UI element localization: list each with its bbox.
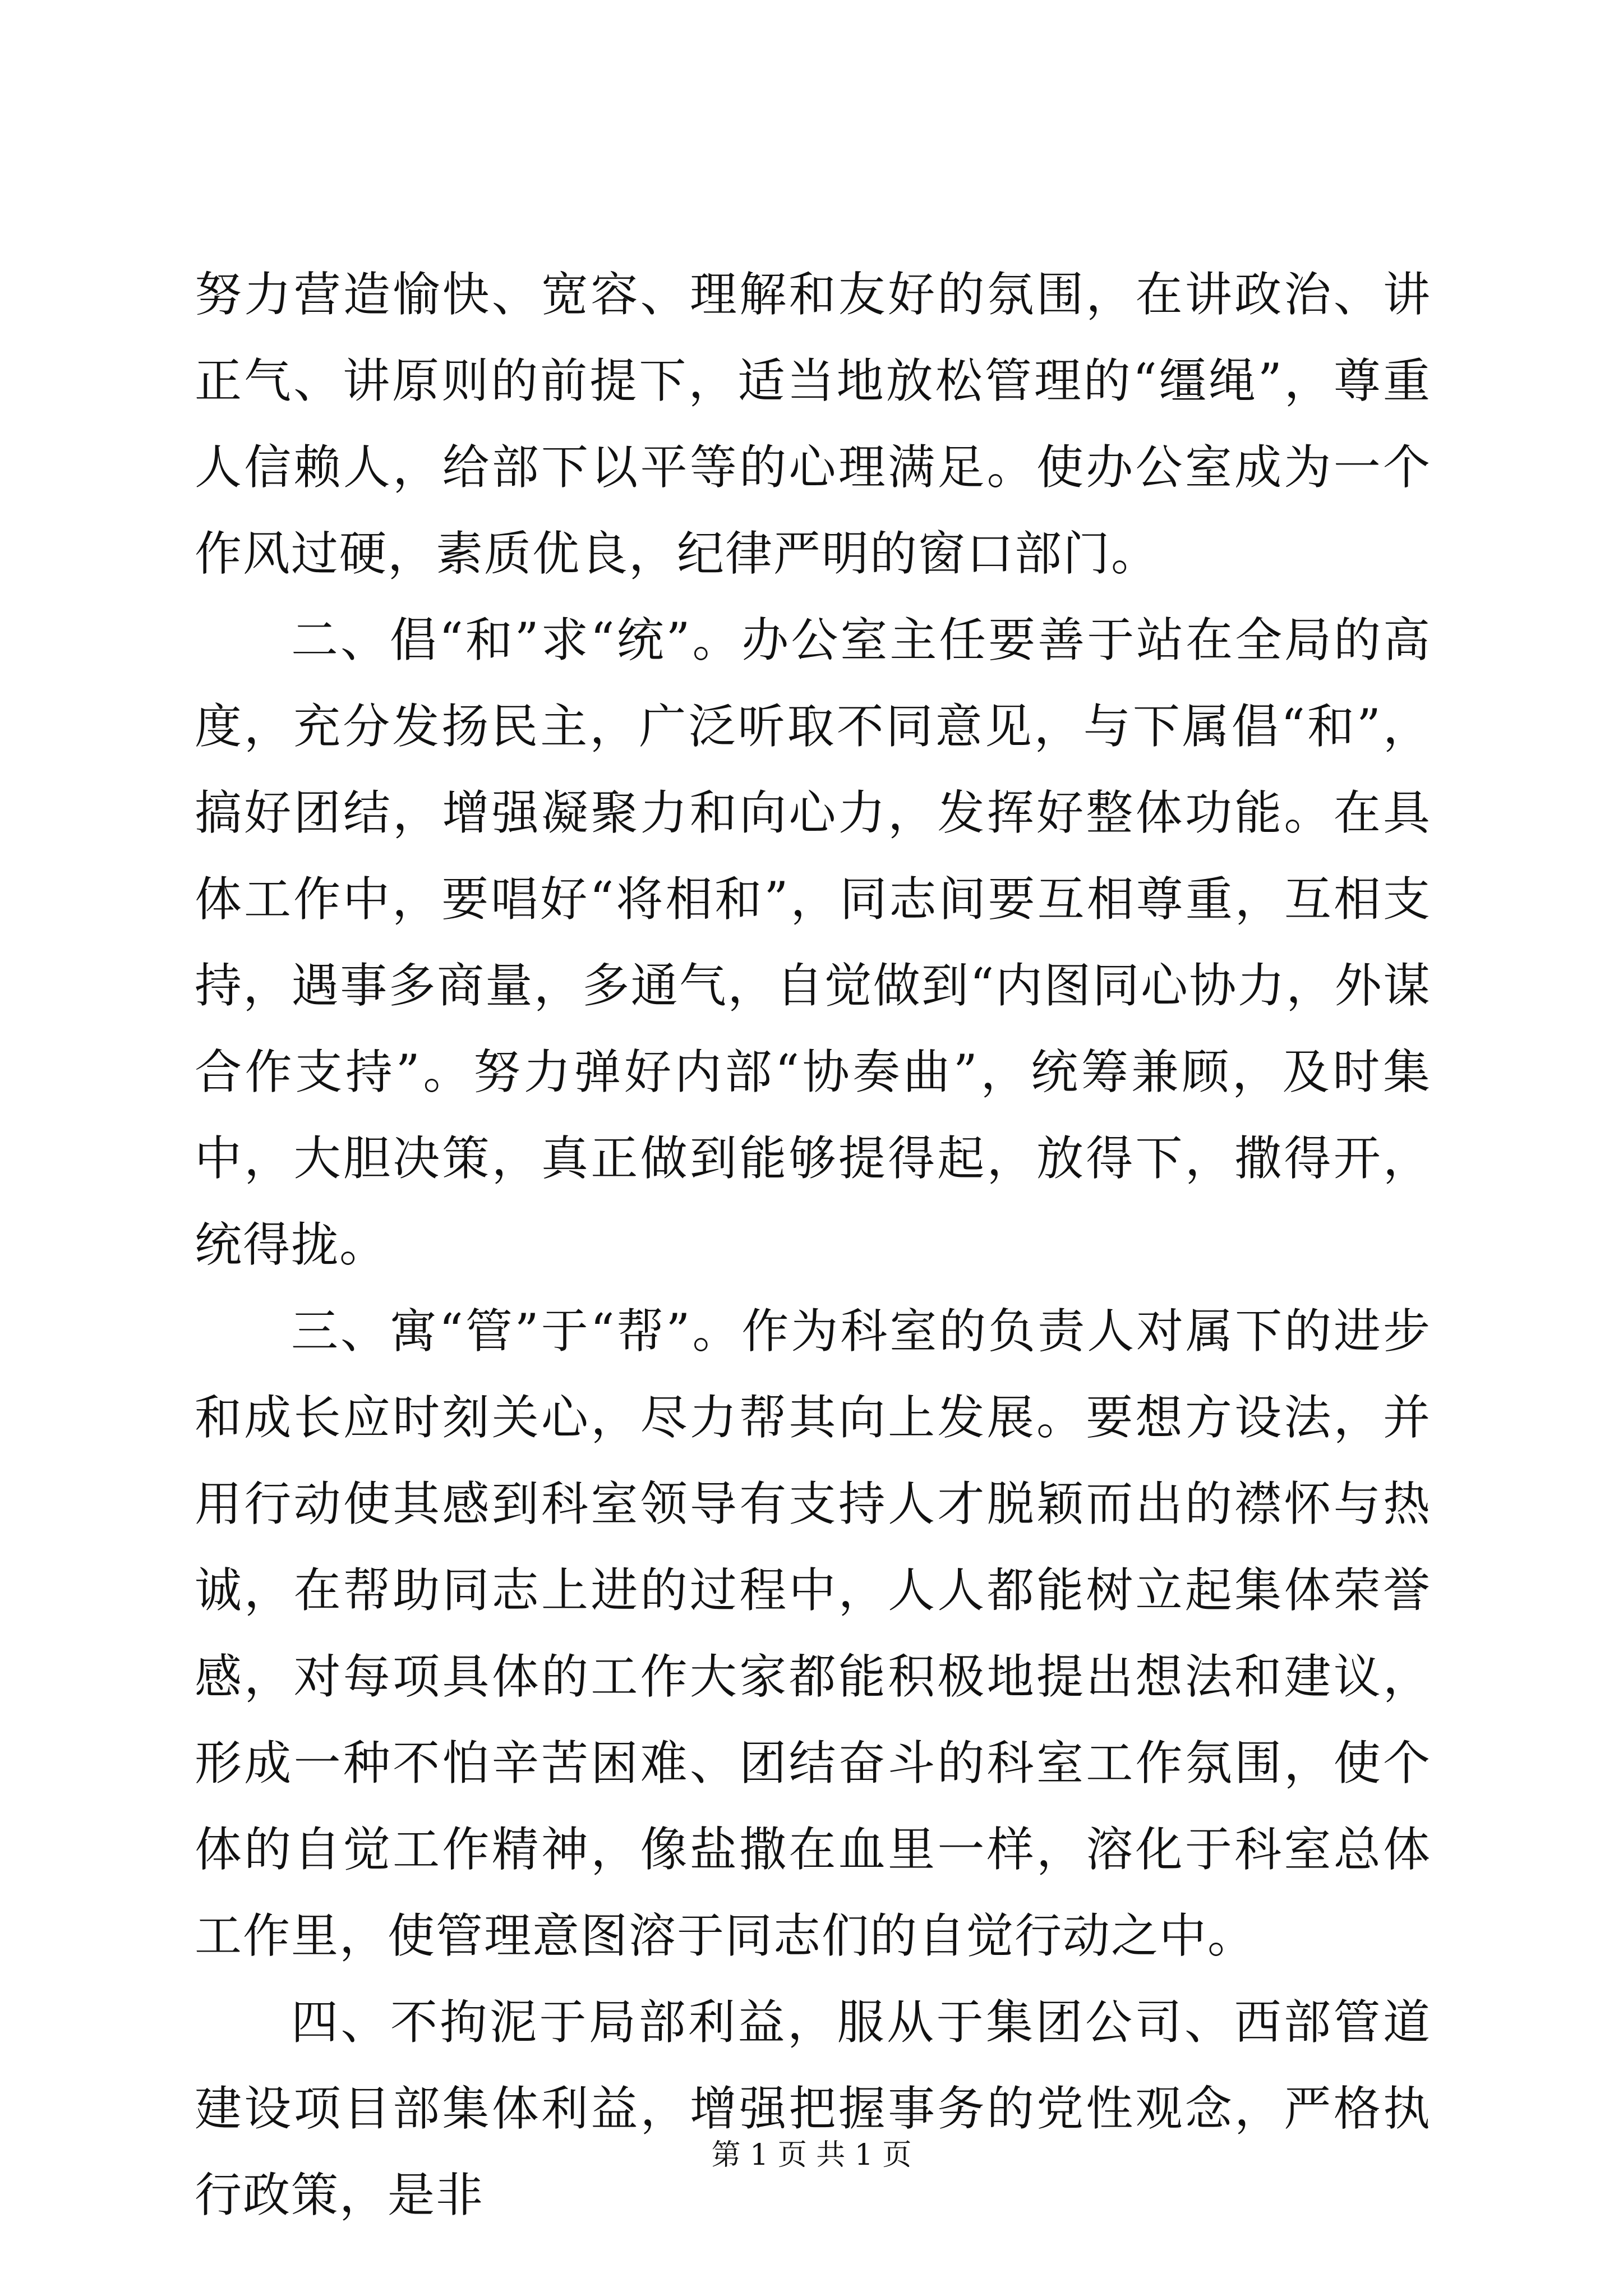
paragraph-section-two: 二、倡“和”求“统”。办公室主任要善于站在全局的高度，充分发扬民主，广泛听取不同意见，与下属倡“和”，搞好团结，增强凝聚力和向心力，发挥好整体功能。在具体工作中，要唱好“将相和”，同志间要互相尊重，互相支持，遇事多商量，多通气，自觉做到“内图同心协力，外谋合作支持”。努力弹好内部“协奏曲”，统筹兼顾，及时集中，大胆决策，真正做到能够提得起，放得下，撒得开，统得拢。 xyxy=(195,613,1431,1272)
paragraph-section-four: 四、不拘泥于局部利益，服从于集团公司、西部管道建设项目部集体利益，增强把握事务的党性观念，严格执行政策，是非 xyxy=(195,1995,1431,2223)
document-body xyxy=(195,251,1431,2238)
page-footer: 第 1 页 共 1 页 xyxy=(711,2138,912,2172)
paragraph-continuation: 努力营造愉快、宽容、理解和友好的氛围，在讲政治、讲正气、讲原则的前提下，适当地放松管理的“缰绳”，尊重人信赖人，给部下以平等的心理满足。使办公室成为一个作风过硬，素质优良，纪律严明的窗口部门。 xyxy=(195,267,1431,581)
paragraph-section-three: 三、寓“管”于“帮”。作为科室的负责人对属下的进步和成长应时刻关心，尽力帮其向上发展。要想方设法，并用行动使其感到科室领导有支持人才脱颖而出的襟怀与热诚，在帮助同志上进的过程中，人人都能树立起集体荣誉感，对每项具体的工作大家都能积极地提出想法和建议，形成一种不怕辛苦困难、团结奋斗的科室工作氛围，使个体的自觉工作精神，像盐撒在血里一样，溶化于科室总体工作里，使管理意图溶于同志们的自觉行动之中。 xyxy=(195,1304,1431,1963)
